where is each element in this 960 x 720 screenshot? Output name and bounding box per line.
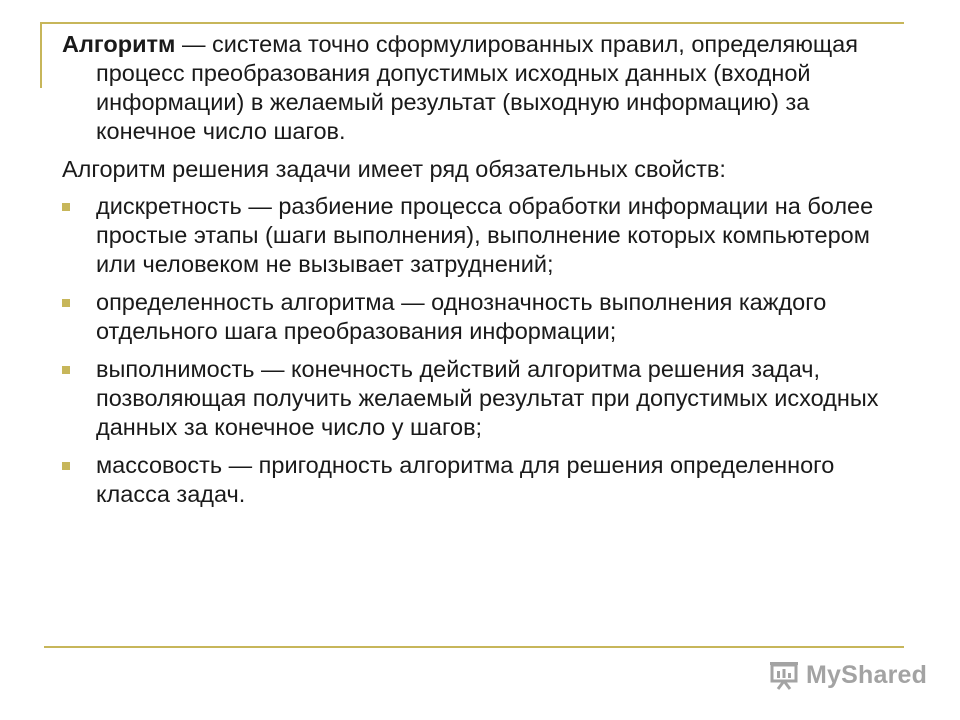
slide-content [62, 30, 912, 518]
property-text: массовость — пригодность алгоритма для решения определенного класса задач. [96, 452, 835, 507]
properties-list [62, 192, 912, 509]
bottom-divider [44, 646, 904, 648]
properties-heading: Алгоритм решения задачи имеет ряд обязательных свойств: [62, 156, 726, 182]
top-divider [40, 22, 904, 24]
presentation-board-icon [768, 659, 800, 691]
definition-term: Алгоритм [62, 31, 176, 57]
definition-text: — система точно сформулированных правил, определяющая процесс преобразования допустимых исходных данных (входной информации) в желаемый результат (выходную информацию) за конечное число шагов. [96, 31, 858, 144]
square-bullet-icon [62, 462, 70, 470]
watermark-text: MyShared [806, 660, 928, 689]
property-text: выполнимость — конечность действий алгоритма решения задач, позволяющая получить желаемый результат при допустимых исходных данных за конечное число у шагов; [96, 356, 879, 440]
list-item [62, 451, 912, 509]
property-text: дискретность — разбиение процесса обработки информации на более простые этапы (шаги выполнения), выполнение которых компьютером или человеком не вызывает затруднений; [96, 193, 874, 277]
list-item [62, 355, 912, 442]
square-bullet-icon [62, 203, 70, 211]
property-text: определенность алгоритма — однозначность выполнения каждого отдельного шага преобразования информации; [96, 289, 827, 344]
square-bullet-icon [62, 366, 70, 374]
list-item [62, 288, 912, 346]
left-divider [40, 22, 42, 88]
square-bullet-icon [62, 299, 70, 307]
definition-paragraph [62, 30, 912, 146]
watermark-logo [768, 657, 927, 693]
list-item [62, 192, 912, 279]
